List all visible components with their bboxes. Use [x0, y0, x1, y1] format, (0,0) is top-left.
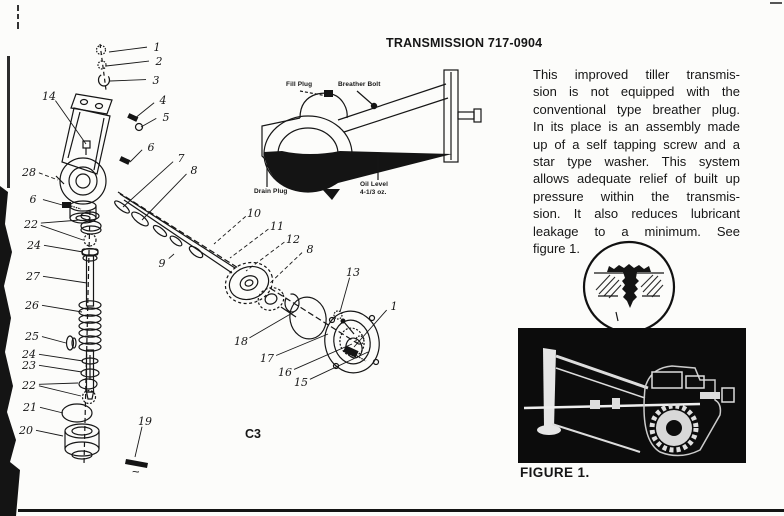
- callout-22: 22: [22, 379, 36, 392]
- callout-6: 6: [29, 193, 37, 206]
- figure-caption: FIGURE 1.: [520, 465, 590, 480]
- breather-bolt-label: Breather Bolt: [338, 81, 381, 88]
- callout-13: 13: [346, 266, 360, 279]
- callout-17: 17: [260, 352, 274, 365]
- leader-line: [340, 278, 350, 312]
- leader-line: [39, 173, 58, 180]
- scan-artifact-left-strip: [0, 5, 20, 516]
- callout-11: 11: [270, 220, 284, 233]
- leader-line: [44, 245, 83, 252]
- description-line: This improved tiller transmis-: [533, 67, 740, 82]
- leader-line: [230, 229, 268, 258]
- description-text: [533, 66, 740, 257]
- callout-8: 8: [306, 243, 314, 256]
- leader-line: [106, 61, 149, 66]
- leader-line: [294, 344, 352, 369]
- leader-line: [169, 254, 174, 259]
- callout-24: 24: [27, 239, 41, 252]
- callout-2: 2: [155, 55, 163, 68]
- description-line: pressure within the transmis-: [533, 188, 740, 204]
- leader-line: [39, 383, 78, 384]
- oil-level-label-line2: 4-1/3 oz.: [360, 188, 387, 196]
- callout-25: 25: [25, 330, 39, 343]
- leader-line: [39, 354, 83, 361]
- callout-15: 15: [294, 376, 308, 389]
- part-o-ring: [286, 294, 330, 343]
- callout-1: 1: [390, 300, 398, 313]
- leader-line: [134, 103, 154, 119]
- leader-line: [142, 174, 187, 220]
- callout-28: 28: [22, 166, 36, 179]
- callout-3: 3: [152, 74, 160, 87]
- part-input-shaft: [113, 194, 235, 273]
- callout-14: 14: [42, 90, 56, 103]
- callout-20: 20: [19, 424, 33, 437]
- leader-line: [42, 305, 82, 312]
- description-line: allows adequate relief of built up: [533, 171, 740, 187]
- leader-line: [214, 216, 246, 244]
- leader-line: [41, 225, 83, 240]
- oil-level-label-line1: Oil Level: [360, 181, 388, 188]
- leader-line: [249, 312, 294, 338]
- description-line: figure 1.: [533, 241, 580, 257]
- part-gear-case: [319, 306, 385, 378]
- description-line: sion is not equipped with the: [533, 84, 740, 100]
- leader-line: [141, 118, 156, 127]
- leader-line: [40, 407, 63, 413]
- figure1-photo: [518, 328, 746, 463]
- drain-plug-label: Drain Plug: [254, 188, 288, 195]
- callout-6: 6: [147, 141, 155, 154]
- leader-line: [42, 337, 66, 343]
- leader-line: [39, 365, 82, 372]
- fill-plug-label: Fill Plug: [286, 81, 313, 88]
- callout-18: 18: [234, 335, 248, 348]
- callout-1: 1: [153, 41, 161, 54]
- callout-5: 5: [162, 111, 170, 124]
- exploded-parts-drawing: [56, 44, 385, 468]
- leader-line: [268, 253, 302, 285]
- description-line: In its place is an assembly made: [533, 119, 740, 135]
- page-code: C3: [245, 427, 261, 441]
- callout-24: 24: [22, 348, 36, 361]
- description-line: leakage to a minimum. See: [533, 223, 740, 239]
- leader-line: [109, 47, 147, 52]
- description-line: star type washer. This system: [533, 154, 740, 170]
- callout-8: 8: [190, 164, 198, 177]
- callout-16: 16: [278, 366, 292, 379]
- page-title: TRANSMISSION 717-0904: [386, 36, 543, 50]
- callout-10: 10: [247, 207, 261, 220]
- callout-9: 9: [158, 257, 166, 270]
- leader-line: [135, 427, 142, 457]
- callout-23: 23: [22, 359, 36, 372]
- leader-line: [110, 80, 146, 81]
- description-line: conventional type breather plug.: [533, 101, 740, 117]
- callout-26: 26: [25, 299, 39, 312]
- callout-4: 4: [159, 94, 167, 107]
- callout-7: 7: [177, 152, 185, 165]
- leader-line: [123, 162, 173, 207]
- leader-line: [130, 150, 142, 162]
- callout-21: 21: [23, 401, 37, 414]
- callout-19: 19: [138, 415, 152, 428]
- leader-line: [36, 430, 63, 436]
- squiggle-mark: ~: [132, 464, 140, 479]
- description-line: up of a self tapping screw and a: [533, 136, 740, 152]
- description-line: sion. It also reduces lubricant: [533, 206, 740, 222]
- leader-line: [43, 276, 87, 283]
- callout-27: 27: [26, 270, 40, 283]
- callout-12: 12: [286, 233, 300, 246]
- leader-line: [39, 386, 81, 396]
- oil-level-label: [360, 181, 388, 196]
- callout-22: 22: [24, 218, 38, 231]
